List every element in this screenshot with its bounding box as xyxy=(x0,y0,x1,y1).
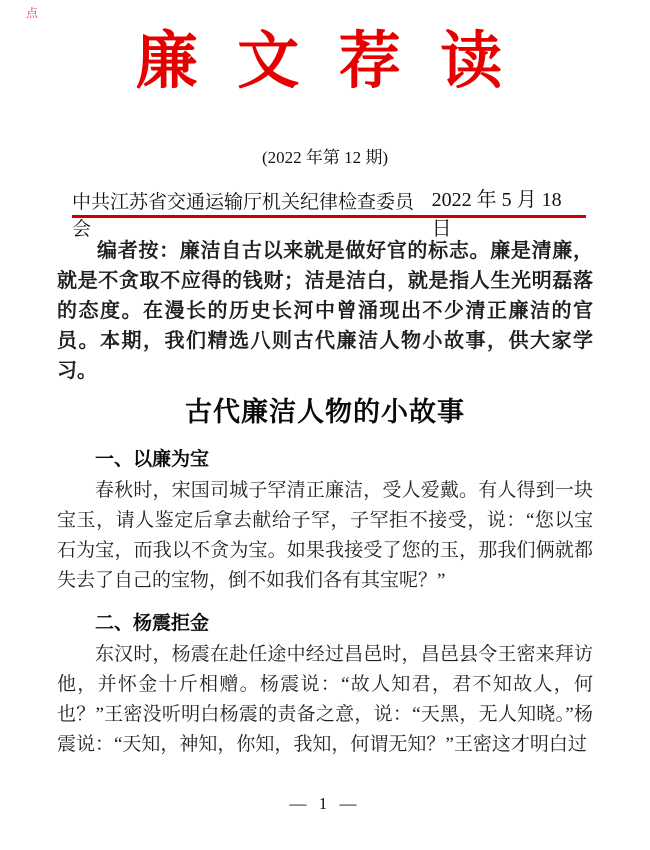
section-heading-1: 一、以廉为宝 xyxy=(95,449,210,470)
article-title: 古代廉洁人物的小故事 xyxy=(185,397,465,427)
issuer-row xyxy=(72,183,586,241)
section-body-2: 东汉时，杨震在赴任途中经过昌邑时，昌邑县令王密来拜访他，并怀金十斤相赠。杨震说：“故人知君，君不知故人，何也？”王密没听明白杨震的责备之意，说：“天黑，无人知晓。”杨震说：“天知，神知，你知，我知，何谓无知？”王密这才明白过 xyxy=(57,644,593,755)
editor-note: 编者按：廉洁自古以来就是做好官的标志。廉是清廉，就是不贪取不应得的钱财；洁是洁白，就是指人生光明磊落的态度。在漫长的历史长河中曾涌现出不少清正廉洁的官员。本期，我们精选八则古代廉洁人物小故事，供大家学习。 xyxy=(57,240,593,382)
issuer-name: 中共江苏省交通运输厅机关纪律检查委员会 xyxy=(72,192,415,240)
header-rule-divider xyxy=(72,215,586,218)
issue-date: 2022 年 5 月 18 日 xyxy=(431,189,562,240)
corner-mark: 点 xyxy=(26,6,39,20)
issue-number-label: (2022 年第 12 期) xyxy=(261,148,389,167)
section-body-1: 春秋时，宋国司城子罕清正廉洁，受人爱戴。有人得到一块宝玉，请人鉴定后拿去献给子罕，子罕拒不接受，说：“您以宝石为宝，而我以不贪为宝。如果我接受了您的玉，那我们俩就都失去了自己的宝物，倒不如我们各有其宝呢？” xyxy=(57,480,593,591)
page-title: 廉 文 荐 读 xyxy=(135,28,515,96)
section-heading-2: 二、杨震拒金 xyxy=(95,613,210,634)
page-number: — 1 — xyxy=(289,794,361,813)
